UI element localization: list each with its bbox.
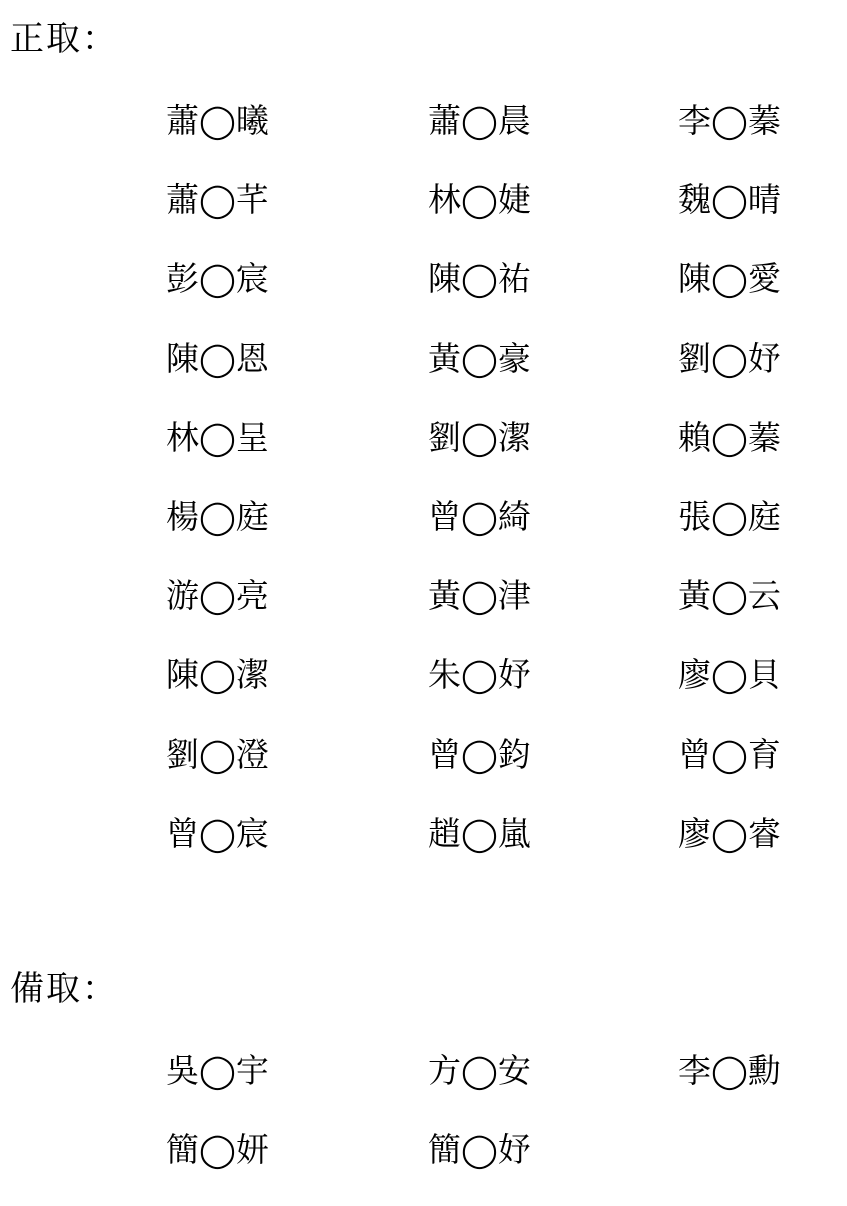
list-item: 蕭◯曦 [166,101,269,140]
list-item: 方◯安 [428,1051,531,1090]
list-item: 曾◯鈞 [428,734,531,774]
list-item: 黃◯豪 [428,338,531,378]
list-item: 黃◯津 [428,576,531,616]
list-item: 廖◯睿 [678,813,781,853]
list-item: 彭◯宸 [166,259,269,299]
list-item: 黃◯云 [678,576,781,616]
list-item: 陳◯愛 [678,259,781,299]
list-item: 簡◯妍 [166,1130,269,1170]
list-item: 曾◯育 [678,734,781,774]
list-item: 林◯婕 [428,180,531,220]
list-item: 游◯亮 [166,576,269,616]
list-item: 賴◯蓁 [678,417,781,457]
list-item: 簡◯妤 [428,1130,531,1170]
list-item: 陳◯恩 [166,338,269,378]
list-item: 趙◯嵐 [428,813,531,853]
list-item: 廖◯貝 [678,655,781,695]
list-item: 李◯蓁 [678,101,781,140]
list-item: 蕭◯晨 [428,101,531,140]
list-item: 朱◯妤 [428,655,531,695]
list-item: 陳◯潔 [166,655,269,695]
list-item: 吳◯宇 [166,1051,269,1090]
list-item: 陳◯祐 [428,259,531,299]
list-item: 曾◯綺 [428,496,531,536]
reserve-list-grid [166,1048,806,1206]
list-item: 林◯呈 [166,417,269,457]
main-list-title: 正取： [10,19,118,59]
list-item: 劉◯澄 [166,734,269,774]
list-item: 劉◯潔 [428,417,531,457]
list-item: 劉◯妤 [678,338,781,378]
list-item: 蕭◯芊 [166,180,269,220]
list-item: 魏◯晴 [678,180,781,220]
list-item: 曾◯宸 [166,813,269,853]
list-item: 楊◯庭 [166,496,269,536]
list-item: 李◯勳 [678,1051,781,1090]
list-item: 張◯庭 [678,496,781,536]
reserve-list-title: 備取： [10,969,118,1009]
main-list-grid [166,98,806,890]
